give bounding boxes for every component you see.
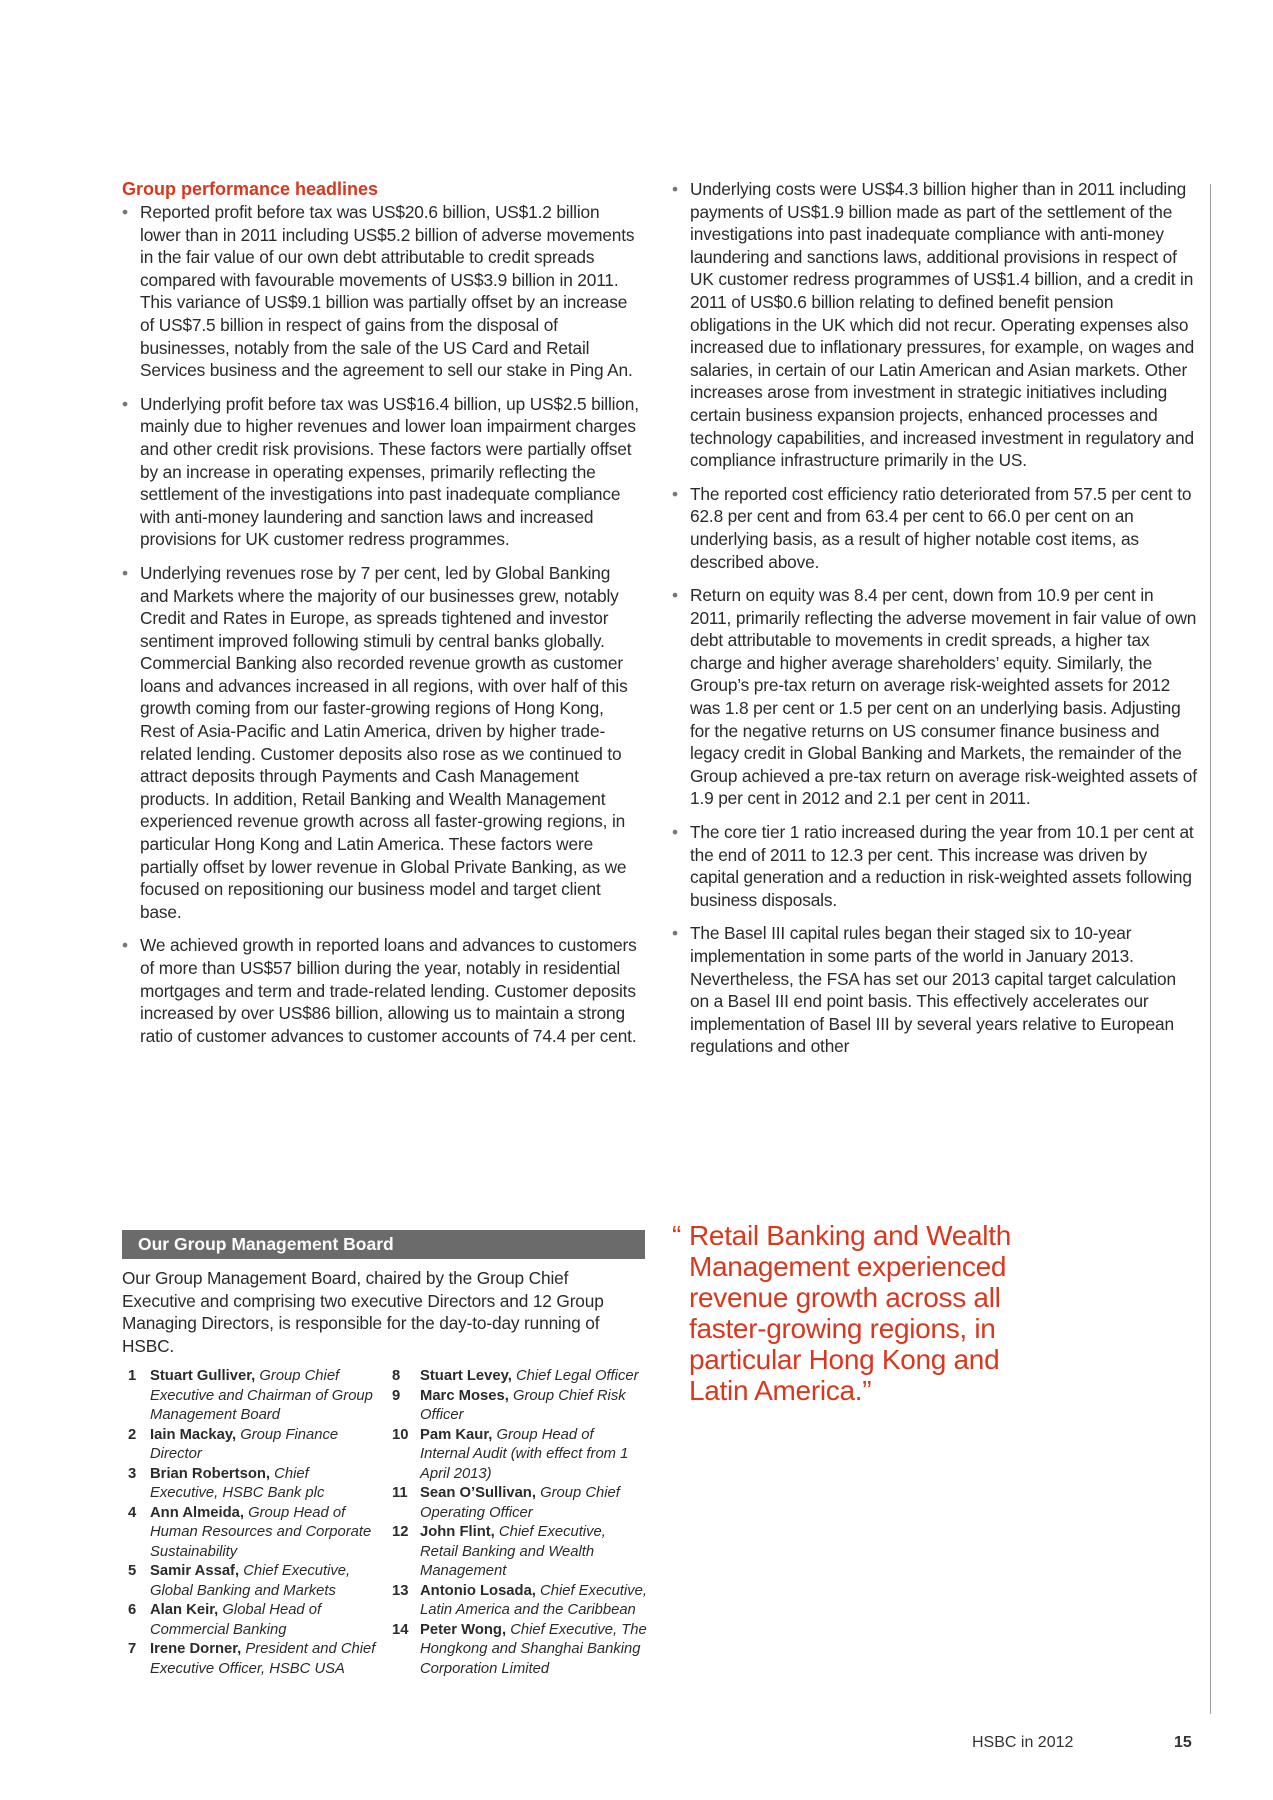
board-member [128,1562,378,1601]
member-role: Group Chief Operating Officer [420,1485,620,1521]
member-role: Group Head of Human Resources and Corporate Sustainability [150,1504,372,1560]
bullet-dot-icon: • [672,585,678,606]
bullet-item [672,178,1197,472]
member-number: 1 [128,1368,137,1384]
footer-label: HSBC in 2012 [972,1734,1074,1751]
vertical-divider [1210,184,1211,1714]
member-name: Stuart Gulliver, [150,1368,256,1384]
board-member [392,1523,647,1582]
bullet-item [122,393,642,551]
member-name: Pam Kaur, [420,1426,493,1443]
bullet-item [122,201,642,382]
page-number: 15 [1174,1734,1192,1751]
member-number: 14 [392,1621,409,1638]
bullet-dot-icon: • [672,923,678,944]
bullet-text: Underlying profit before tax was US$16.4 billion, up US$2.5 billion, mainly due to higher revenues and lower loan impairment charges and other credit risk provisions. These factors were partially offset by an increase in operating expenses, primarily reflecting the settlement of the investigations into past inadequate compliance with anti-money laundering and sanction laws and increased provisions for UK customer redress programmes. [140,393,639,550]
bullet-item [122,934,642,1047]
member-name: Marc Moses, [420,1387,509,1404]
board-member [392,1367,647,1387]
member-number: 13 [392,1582,409,1599]
right-bullet-list [672,178,1197,1058]
bullet-item [672,922,1197,1058]
board-member [392,1387,647,1426]
board-member [128,1465,378,1504]
member-number: 8 [392,1368,401,1384]
quote-text: Retail Banking and Wealth Management experienced revenue growth across all faster-growing regions, in particular Hong Kong and Latin America.” [689,1220,1011,1406]
member-name: Alan Keir, [150,1602,219,1618]
bullet-item [672,483,1197,573]
member-role: Chief Executive, Retail Banking and Wealth Management [420,1524,606,1579]
member-number: 2 [128,1426,137,1443]
bullet-text: The reported cost efficiency ratio deteriorated from 57.5 per cent to 62.8 per cent and from 63.4 per cent to 66.0 per cent on an underlying basis, as a result of higher notable cost items, as described above. [690,483,1192,572]
left-bullet-list [122,201,642,1047]
member-role: President and Chief Executive Officer, HSBC USA [150,1641,376,1677]
quote-mark: “ [672,1220,682,1251]
member-number: 11 [392,1485,408,1501]
member-name: Antonio Losada, [420,1582,536,1599]
pull-quote [672,1220,1032,1406]
member-name: Stuart Levey, [420,1368,512,1384]
bullet-item [672,584,1197,810]
bullet-dot-icon: • [122,562,128,583]
member-role: Chief Legal Officer [515,1368,639,1384]
member-name: Irene Dorner, [150,1641,242,1657]
member-role: Chief Executive, Latin America and the Caribbean [420,1582,647,1618]
bullet-text: The core tier 1 ratio increased during the year from 10.1 per cent at the end of 2011 to 12.3 per cent. This increase was driven by capital generation and a reduction in risk-weighted assets following business disposals. [690,822,1194,910]
member-role: Global Head of Commercial Banking [150,1602,322,1638]
board-member [128,1426,378,1465]
board-member [392,1484,647,1523]
board-member [128,1601,378,1640]
bullet-dot-icon: • [672,179,678,199]
member-role: Group Finance Director [150,1426,339,1462]
bullet-dot-icon: • [672,483,678,504]
member-role: Group Head of Internal Audit (with effect from 1 April 2013) [420,1426,629,1482]
member-name: Brian Robertson, [150,1465,271,1482]
bullet-text: The Basel III capital rules began their staged six to 10-year implementation in some parts of the world in January 2013. Nevertheless, the FSA has set our 2013 capital target calculation on a Basel III end point basis. This effectively accelerates our implementation of Basel III by several years relative to European regulations and other [690,923,1176,1057]
board-intro: Our Group Management Board, chaired by the Group Chief Executive and comprising two executive Directors and 12 Group Managing Directors, is responsible for the day-to-day running of HSBC. [122,1268,604,1356]
right-column [672,178,1197,1069]
board-members-left [128,1367,378,1679]
member-role: Chief Executive, HSBC Bank plc [150,1465,325,1501]
board-member [392,1582,647,1621]
member-name: John Flint, [420,1524,495,1540]
member-name: Iain Mackay, [150,1426,237,1443]
member-number: 6 [128,1602,137,1618]
member-number: 4 [128,1504,137,1521]
board-member [392,1426,647,1485]
member-number: 3 [128,1465,137,1482]
board-member [128,1504,378,1563]
member-name: Ann Almeida, [150,1504,244,1521]
member-role: Chief Executive, Global Banking and Markets [150,1563,351,1599]
bullet-dot-icon: • [672,822,678,843]
section-title: Group performance headlines [122,179,379,199]
member-name: Peter Wong, [420,1621,507,1638]
member-number: 7 [128,1641,137,1657]
member-name: Samir Assaf, [150,1563,240,1579]
member-number: 5 [128,1563,137,1579]
bullet-text: Underlying costs were US$4.3 billion higher than in 2011 including payments of US$1.9 billion made as part of the settlement of the investigations into past inadequate compliance with anti-money laundering and sanctions laws, additional provisions in respect of UK customer redress programmes of US$1.4 billion, and a credit in 2011 of US$0.6 billion relating to defined benefit pension obligations in the UK which did not recur. Operating expenses also increased due to inflationary pressures, for example, on wages and salaries, in certain of our Latin American and Asian markets. Other increases arose from investment in strategic initiatives including certain business expansion projects, enhanced processes and technology capabilities, and increased investment in regulatory and compliance infrastructure primarily in the US. [690,179,1195,471]
left-column [122,178,642,1058]
member-number: 10 [392,1426,409,1443]
bullet-dot-icon: • [122,202,128,222]
member-role: Chief Executive, The Hongkong and Shanghai Banking Corporation Limited [420,1621,647,1677]
bullet-text: Reported profit before tax was US$20.6 billion, US$1.2 billion lower than in 2011 including US$5.2 billion of adverse movements in the fair value of our own debt attributable to credit spreads compared with favourable movements of US$3.9 billion in 2011. This variance of US$9.1 billion was partially offset by an increase of US$7.5 billion in respect of gains from the disposal of businesses, notably from the sale of the US Card and Retail Services business and the agreement to sell our stake in Ping An. [140,202,635,381]
member-number: 12 [392,1524,409,1540]
bullet-text: We achieved growth in reported loans and advances to customers of more than US$57 billion during the year, notably in residential mortgages and term and trade-related lending. Customer deposits increased by over US$86 billion, allowing us to maintain a strong ratio of customer advances to customer accounts of 74.4 per cent. [140,935,637,1046]
member-name: Sean O’Sullivan, [420,1485,536,1501]
bullet-item [122,562,642,924]
bullet-text: Underlying revenues rose by 7 per cent, led by Global Banking and Markets where the majority of our businesses grew, notably Credit and Rates in Europe, as spreads tightened and investor sentiment improved following stimuli by central banks globally. Commercial Banking also recorded revenue growth as customer loans and advances increased in all regions, with over half of this growth coming from our faster-growing regions of Hong Kong, Rest of Asia-Pacific and Latin America, driven by higher trade-related lending. Customer deposits also rose as we continued to attract deposits through Payments and Cash Management products. In addition, Retail Banking and Wealth Management experienced revenue growth across all faster-growing regions, in particular Hong Kong and Latin America. These factors were partially offset by lower revenue in Global Private Banking, as we focused on repositioning our business model and target client base. [140,562,628,922]
member-number: 9 [392,1387,401,1404]
board-members-right [392,1367,647,1679]
board-member [128,1640,378,1679]
bullet-dot-icon: • [122,393,128,414]
board-header: Our Group Management Board [122,1230,645,1259]
bullet-item [672,821,1197,911]
bullet-dot-icon: • [122,935,128,956]
board-member [128,1367,378,1426]
member-role: Group Chief Risk Officer [420,1387,626,1423]
bullet-text: Return on equity was 8.4 per cent, down from 10.9 per cent in 2011, primarily reflecting the adverse movement in fair value of own debt attributable to movements in credit spreads, a higher tax charge and higher average shareholders’ equity. Similarly, the Group’s pre-tax return on average risk-weighted assets for 2012 was 1.8 per cent or 1.5 per cent on an underlying basis. Adjusting for the negative returns on US consumer finance business and legacy credit in Global Banking and Markets, the remainder of the Group achieved a pre-tax return on average risk-weighted assets of 1.9 per cent in 2012 and 2.1 per cent in 2011. [690,585,1197,809]
board-member [392,1621,647,1680]
member-role: Group Chief Executive and Chairman of Group Management Board [150,1368,373,1423]
